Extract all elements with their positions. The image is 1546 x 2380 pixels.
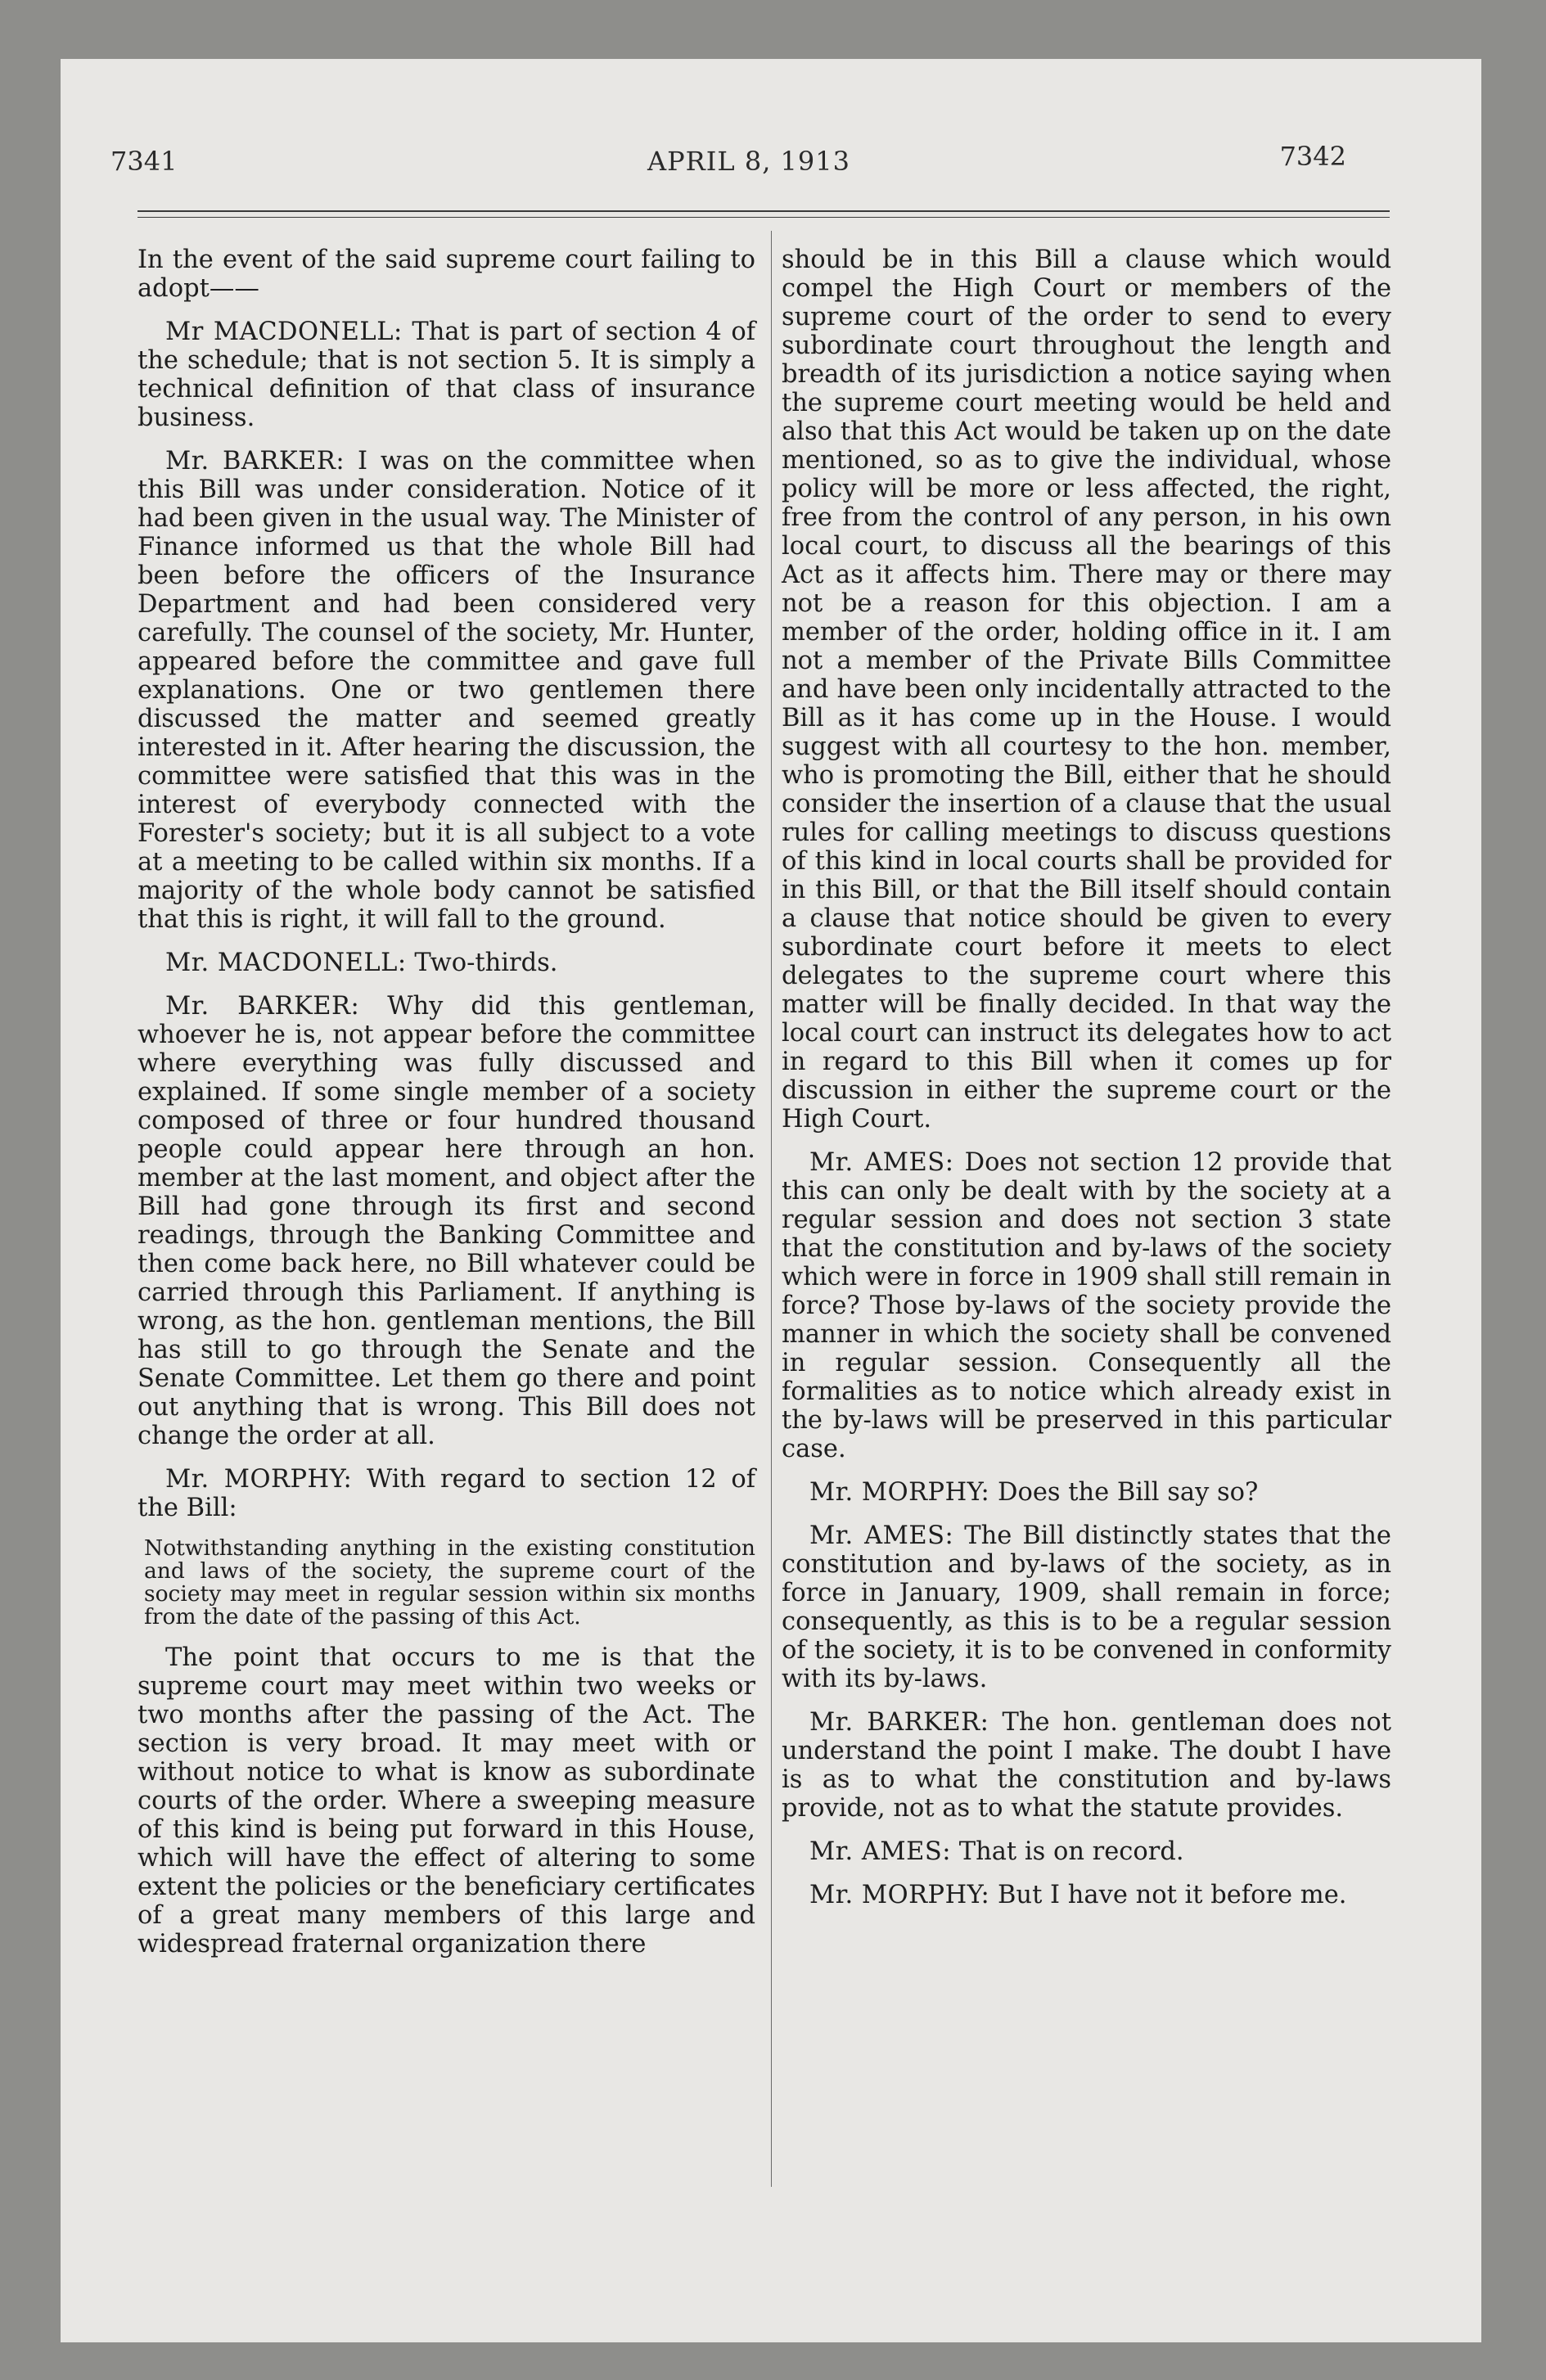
left-column — [137, 246, 755, 1973]
right-page-number: 7342 — [1279, 141, 1346, 172]
paragraph-text: The point that occurs to me is that the supreme court may meet within two weeks or two months after the passing of the Act. The section is very broad. It may meet with or without notice to what is know as subordinate courts of the order. Where a sweeping measure of this kind is being put forward in this House, which will have the effect of altering to some extent the policies or the beneficiary certificates of a great many members of this large and widespread fraternal organization there — [137, 1643, 755, 1959]
speaker-name: Mr. AMES: — [809, 1521, 954, 1550]
speaker-name: Mr. AMES: — [809, 1148, 954, 1177]
speaker-name: Mr MACDONELL: — [165, 318, 403, 346]
paragraph — [137, 949, 755, 977]
paragraph-text: That is part of section 4 of the schedule; that is not section 5. It is simply a technical definition of that class of insurance business. — [137, 318, 755, 432]
paragraph-text: But I have not it before me. — [998, 1881, 1347, 1909]
paragraph — [137, 1465, 755, 1522]
right-column — [782, 246, 1391, 1924]
paragraph-text: The hon. gentleman does not understand the point I make. The doubt I have is as to what the constitution and by-laws provide, not as to what the statute provides. — [782, 1708, 1391, 1823]
speaker-name: Mr. MORPHY: — [809, 1881, 990, 1909]
speaker-name: Mr. BARKER: — [165, 447, 345, 476]
paragraph-text: should be in this Bill a clause which would compel the High Court or members of the supreme court of the order to send to every subordinate court throughout the length and breadth of its jurisdiction a notice saying when the supreme court meeting would be held and also that this Act would be taken up on the date mentioned, so as to give the individual, whose policy will be more or less affected, the right, free from the control of any person, in his own local court, to discuss all the bearings of this Act as it affects him. There may or there may not be a reason for this objection. I am a member of the order, holding office in it. I am not a member of the Private Bills Committee and have been only incidentally attracted to the Bill as it has come up in the House. I would suggest with all courtesy to the hon. member, who is promoting the Bill, either that he should consider the insertion of a clause that the usual rules for calling meetings to discuss questions of this kind in local courts shall be provided for in this Bill, or that the Bill itself should contain a clause that notice should be given to every subordinate court before it meets to elect delegates to the supreme court where this matter will be finally decided. In that way the local court can instruct its delegates how to act in regard to this Bill when it comes up for discussion in either the supreme court or the High Court. — [782, 246, 1391, 1134]
paragraph — [137, 447, 755, 934]
paragraph — [144, 1537, 755, 1629]
paragraph — [782, 246, 1391, 1134]
speaker-name: Mr. BARKER: — [165, 992, 360, 1021]
paragraph — [137, 992, 755, 1450]
paragraph — [137, 1643, 755, 1959]
speaker-name: Mr. MACDONELL: — [165, 949, 407, 977]
speaker-name: Mr. BARKER: — [809, 1708, 989, 1737]
paragraph — [137, 318, 755, 432]
page-header — [110, 82, 1387, 177]
paragraph — [782, 1478, 1391, 1507]
paragraph-text: The Bill distinctly states that the constitution and by-laws of the society, as in force in January, 1909, shall remain in force; consequently, as this is to be a regular session of the society, it is to be convened in conformity with its by-laws. — [782, 1521, 1391, 1693]
paragraph — [782, 1708, 1391, 1823]
paragraph-text: Why did this gentleman, whoever he is, not appear before the committee where everything was fully discussed and explained. If some single member of a society composed of three or four hundred thousand people could appear here through an hon. member at the last moment, and object after the Bill had gone through its first and second readings, through the Banking Committee and then come back here, no Bill whatever could be carried through this Parliament. If anything is wrong, as the hon. gentleman mentions, the Bill has still to go through the Senate and the Senate Committee. Let them go there and point out anything that is wrong. This Bill does not change the order at all. — [137, 992, 755, 1450]
paragraph — [137, 246, 755, 303]
speaker-name: Mr. AMES: — [809, 1837, 952, 1866]
paragraph-text: Does the Bill say so? — [998, 1478, 1259, 1507]
column-separator — [771, 231, 772, 2187]
paragraph — [782, 1837, 1391, 1866]
paragraph-text: I was on the committee when this Bill was under consideration. Notice of it had been given in the usual way. The Minister of Finance informed us that the whole Bill had been before the officers of the Insurance Department and had been considered very carefully. The counsel of the society, Mr. Hunter, appeared before the committee and gave full explanations. One or two gentlemen there discussed the matter and seemed greatly interested in it. After hearing the discussion, the committee were satisfied that this was in the interest of everybody connected with the Forester's society; but it is all subject to a vote at a meeting to be called within six months. If a majority of the whole body cannot be satisfied that this is right, it will fall to the ground. — [137, 447, 756, 934]
header-rule-top — [137, 210, 1390, 212]
paragraph-text: With regard to section 12 of the Bill: — [137, 1465, 756, 1522]
paragraph — [782, 1881, 1391, 1909]
page-date: APRIL 8, 1913 — [647, 146, 850, 177]
speaker-name: Mr. MORPHY: — [809, 1478, 990, 1507]
paragraph-text: Does not section 12 provide that this can only be dealt with by the society at a regular session and does not section 3 state that the constitution and by-laws of the society which were in force in 1909 shall still remain in force? Those by-laws of the society provide the manner in which the society shall be convened in regular session. Consequently all the formalities as to notice which already exist in the by-laws will be preserved in this particular case. — [782, 1148, 1392, 1463]
paragraph — [782, 1521, 1391, 1693]
paragraph-text: In the event of the said supreme court failing to adopt—— — [137, 246, 755, 303]
paragraph-text: Notwithstanding anything in the existing constitution and laws of the society, the supreme court of the society may meet in regular session within six months from the date of the passing of this Act. — [144, 1535, 755, 1629]
speaker-name: Mr. MORPHY: — [165, 1465, 353, 1494]
left-page-number: 7341 — [110, 146, 178, 177]
header-rule-bottom — [137, 217, 1390, 218]
paragraph — [782, 1148, 1391, 1463]
paragraph-text: Two-thirds. — [414, 949, 558, 977]
paragraph-text: That is on record. — [958, 1837, 1184, 1866]
